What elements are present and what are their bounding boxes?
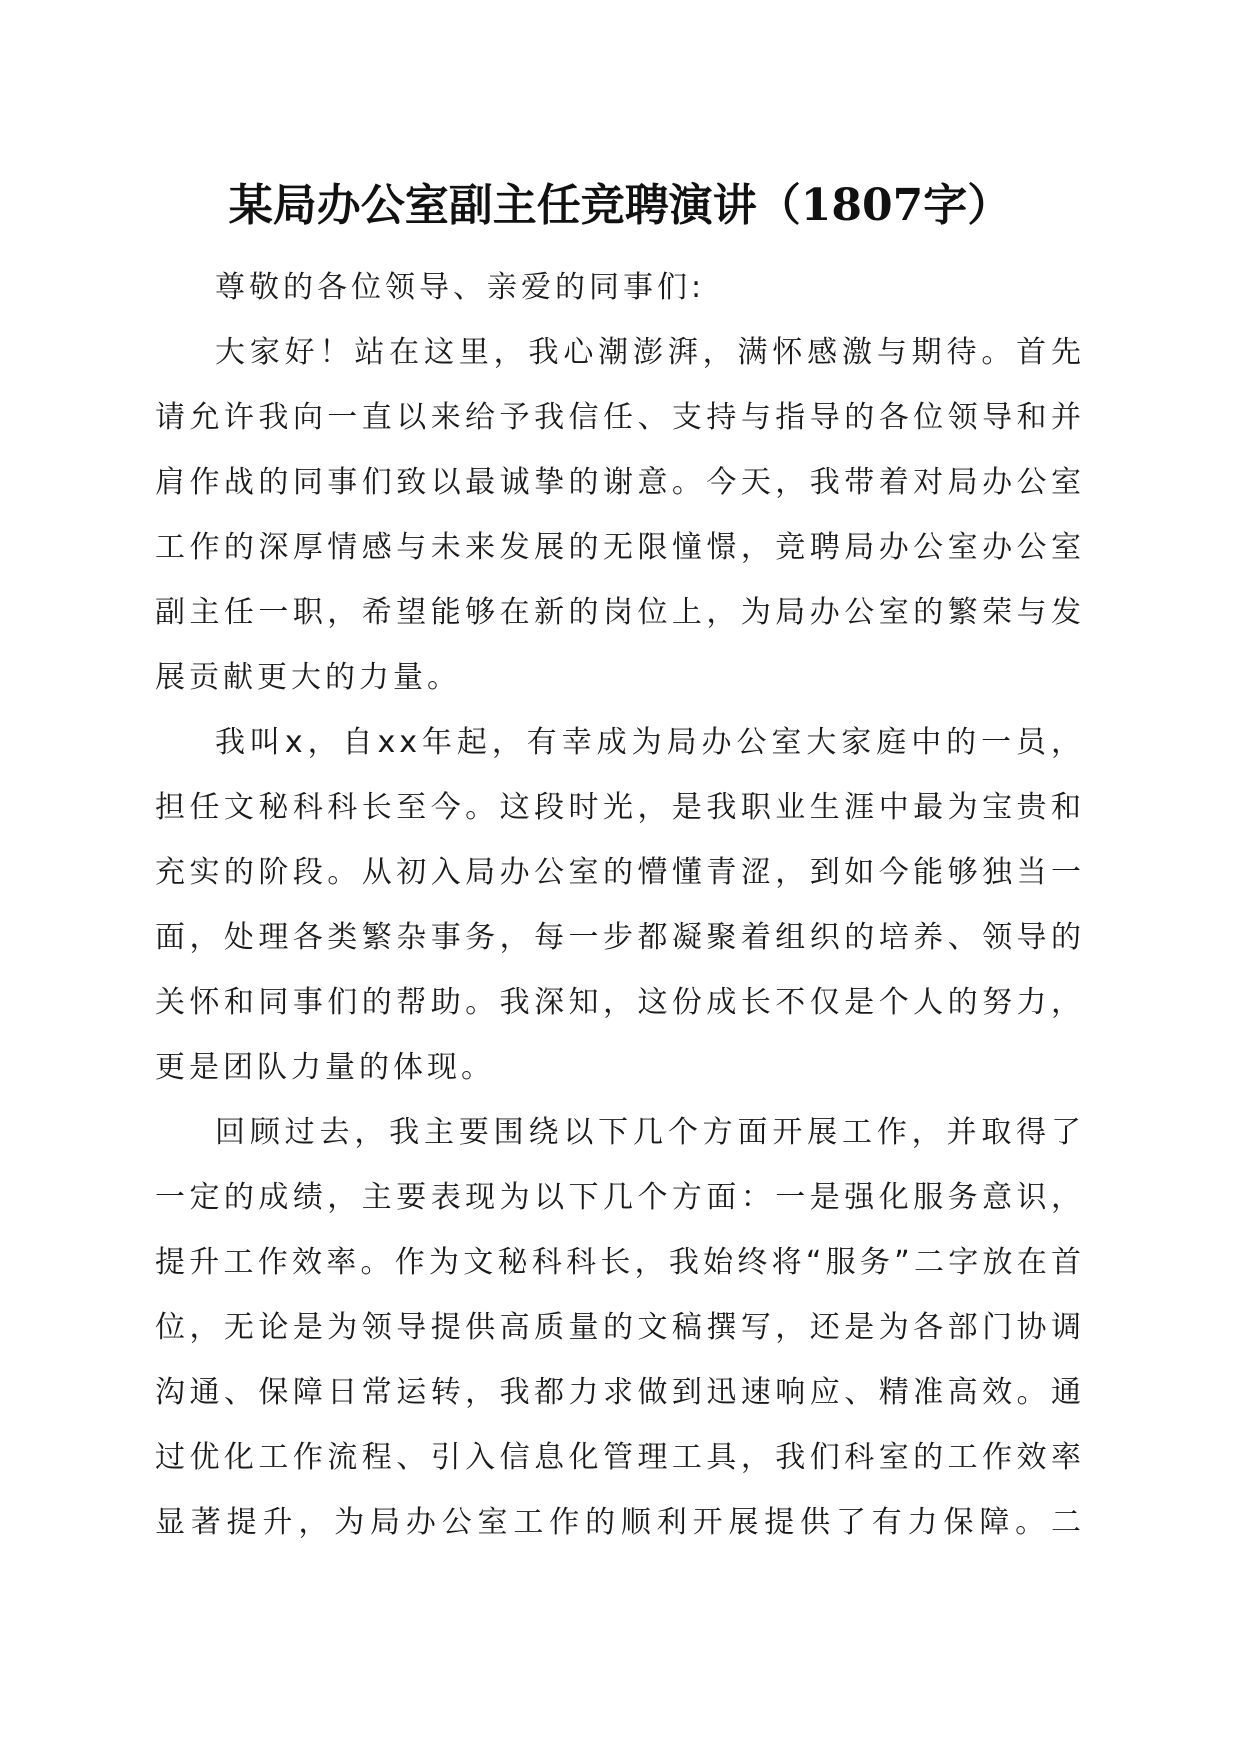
greeting-paragraph: 尊敬的各位领导、亲爱的同事们: xyxy=(215,270,706,305)
introduction-paragraph: 大家好！站在这里，我心潮澎湃，满怀感激与期待。首先请允许我向一直以来给予我信任、支持与指导的各位领导和并肩作战的同事们致以最诚挚的谢意。今天，我带着对局办公室工作的深厚情感与未来发展的无限憧憬，竞聘局办公室办公室副主任一职，希望能够在新的岗位上，为局办公室的繁荣与发展贡献更大的力量。 xyxy=(155,335,1085,695)
document-title: 某局办公室副主任竞聘演讲（1807字） xyxy=(228,180,1012,231)
background-paragraph: 我叫x，自xx年起，有幸成为局办公室大家庭中的一员，担任文秘科科长至今。这段时光，是我职业生涯中最为宝贵和充实的阶段。从初入局办公室的懵懂青涩，到如今能够独当一面，处理各类繁杂事务，每一步都凝聚着组织的培养、领导的关怀和同事们的帮助。我深知，这份成长不仅是个人的努力，更是团队力量的体现。 xyxy=(155,725,1085,1085)
achievements-paragraph: 回顾过去，我主要围绕以下几个方面开展工作，并取得了一定的成绩，主要表现为以下几个方面：一是强化服务意识，提升工作效率。作为文秘科科长，我始终将“服务”二字放在首位，无论是为领导提供高质量的文稿撰写，还是为各部门协调沟通、保障日常运转，我都力求做到迅速响应、精准高效。通过优化工作流程、引入信息化管理工具，我们科室的工作效率显著提升，为局办公室工作的顺利开展提供了有力保障。二 xyxy=(155,1115,1085,1540)
document-body xyxy=(155,255,1085,1555)
